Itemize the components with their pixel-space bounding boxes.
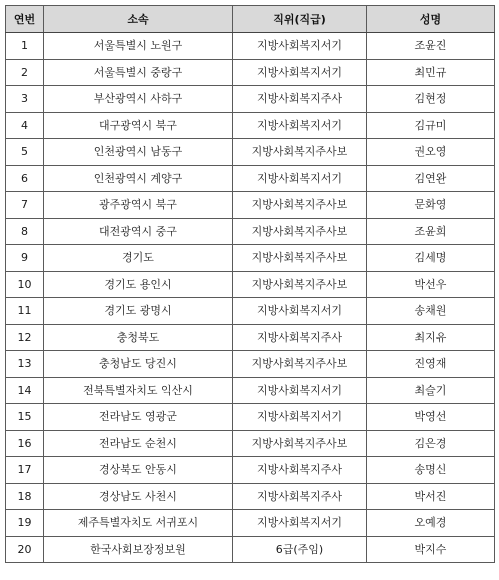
cell-org: 충청북도 — [44, 324, 233, 351]
cell-org: 인천광역시 계양구 — [44, 165, 233, 192]
table-row — [6, 324, 495, 351]
table-row — [6, 245, 495, 272]
cell-name: 박선우 — [367, 271, 495, 298]
cell-name: 박지수 — [367, 536, 495, 563]
cell-position: 6급(주임) — [233, 536, 367, 563]
cell-name: 김세명 — [367, 245, 495, 272]
cell-org: 전북특별자치도 익산시 — [44, 377, 233, 404]
cell-no: 13 — [6, 351, 44, 378]
cell-position: 지방사회복지서기 — [233, 59, 367, 86]
cell-position: 지방사회복지서기 — [233, 510, 367, 537]
cell-position: 지방사회복지주사 — [233, 457, 367, 484]
cell-name: 송채원 — [367, 298, 495, 325]
cell-position: 지방사회복지주사보 — [233, 430, 367, 457]
table-row — [6, 165, 495, 192]
cell-org: 한국사회보장정보원 — [44, 536, 233, 563]
cell-name: 문화영 — [367, 192, 495, 219]
cell-name: 권오영 — [367, 139, 495, 166]
cell-name: 최민규 — [367, 59, 495, 86]
cell-no: 9 — [6, 245, 44, 272]
cell-no: 17 — [6, 457, 44, 484]
cell-no: 20 — [6, 536, 44, 563]
cell-name: 조윤진 — [367, 33, 495, 60]
cell-name: 최지유 — [367, 324, 495, 351]
table-row — [6, 404, 495, 431]
cell-org: 전라남도 순천시 — [44, 430, 233, 457]
table-row — [6, 536, 495, 563]
cell-org: 경기도 용인시 — [44, 271, 233, 298]
table-row — [6, 59, 495, 86]
cell-name: 송명신 — [367, 457, 495, 484]
cell-position: 지방사회복지주사 — [233, 483, 367, 510]
table-row — [6, 377, 495, 404]
cell-no: 11 — [6, 298, 44, 325]
cell-no: 15 — [6, 404, 44, 431]
cell-position: 지방사회복지주사보 — [233, 245, 367, 272]
cell-no: 10 — [6, 271, 44, 298]
cell-position: 지방사회복지서기 — [233, 298, 367, 325]
cell-position: 지방사회복지주사보 — [233, 192, 367, 219]
cell-no: 1 — [6, 33, 44, 60]
cell-org: 대구광역시 북구 — [44, 112, 233, 139]
cell-name: 김연완 — [367, 165, 495, 192]
cell-position: 지방사회복지서기 — [233, 165, 367, 192]
cell-org: 인천광역시 남동구 — [44, 139, 233, 166]
header-position: 직위(직급) — [233, 6, 367, 33]
cell-org: 충청남도 당진시 — [44, 351, 233, 378]
cell-org: 경상북도 안동시 — [44, 457, 233, 484]
cell-position: 지방사회복지서기 — [233, 33, 367, 60]
cell-no: 14 — [6, 377, 44, 404]
cell-position: 지방사회복지서기 — [233, 377, 367, 404]
cell-position: 지방사회복지주사보 — [233, 271, 367, 298]
table-row — [6, 510, 495, 537]
table-row — [6, 298, 495, 325]
cell-org: 경상남도 사천시 — [44, 483, 233, 510]
cell-no: 6 — [6, 165, 44, 192]
table-row — [6, 33, 495, 60]
cell-position: 지방사회복지주사보 — [233, 218, 367, 245]
table-row — [6, 271, 495, 298]
cell-name: 조윤희 — [367, 218, 495, 245]
table-body — [6, 33, 495, 563]
cell-position: 지방사회복지서기 — [233, 112, 367, 139]
cell-name: 김은경 — [367, 430, 495, 457]
cell-org: 서울특별시 노원구 — [44, 33, 233, 60]
cell-org: 대전광역시 중구 — [44, 218, 233, 245]
header-org: 소속 — [44, 6, 233, 33]
header-row — [6, 6, 495, 33]
cell-no: 5 — [6, 139, 44, 166]
cell-position: 지방사회복지주사보 — [233, 139, 367, 166]
table-row — [6, 218, 495, 245]
table-row — [6, 139, 495, 166]
cell-org: 서울특별시 중랑구 — [44, 59, 233, 86]
cell-org: 전라남도 영광군 — [44, 404, 233, 431]
cell-no: 19 — [6, 510, 44, 537]
table-row — [6, 483, 495, 510]
cell-position: 지방사회복지주사 — [233, 86, 367, 113]
cell-no: 7 — [6, 192, 44, 219]
cell-org: 경기도 광명시 — [44, 298, 233, 325]
table-header — [6, 6, 495, 33]
awardee-table — [5, 5, 495, 563]
header-no: 연번 — [6, 6, 44, 33]
table-row — [6, 457, 495, 484]
cell-no: 2 — [6, 59, 44, 86]
table-row — [6, 351, 495, 378]
cell-position: 지방사회복지주사 — [233, 324, 367, 351]
cell-org: 경기도 — [44, 245, 233, 272]
cell-no: 16 — [6, 430, 44, 457]
table-row — [6, 430, 495, 457]
cell-no: 12 — [6, 324, 44, 351]
cell-name: 최슬기 — [367, 377, 495, 404]
table-row — [6, 112, 495, 139]
cell-name: 진영재 — [367, 351, 495, 378]
document-sheet — [5, 5, 494, 575]
cell-org: 제주특별자치도 서귀포시 — [44, 510, 233, 537]
cell-org: 부산광역시 사하구 — [44, 86, 233, 113]
table-row — [6, 192, 495, 219]
table-row — [6, 86, 495, 113]
cell-name: 김규미 — [367, 112, 495, 139]
cell-name: 오예경 — [367, 510, 495, 537]
cell-no: 18 — [6, 483, 44, 510]
cell-no: 8 — [6, 218, 44, 245]
cell-name: 박영선 — [367, 404, 495, 431]
cell-position: 지방사회복지주사보 — [233, 351, 367, 378]
cell-no: 4 — [6, 112, 44, 139]
cell-name: 박서진 — [367, 483, 495, 510]
cell-no: 3 — [6, 86, 44, 113]
cell-position: 지방사회복지서기 — [233, 404, 367, 431]
cell-org: 광주광역시 북구 — [44, 192, 233, 219]
header-name: 성명 — [367, 6, 495, 33]
cell-name: 김현정 — [367, 86, 495, 113]
